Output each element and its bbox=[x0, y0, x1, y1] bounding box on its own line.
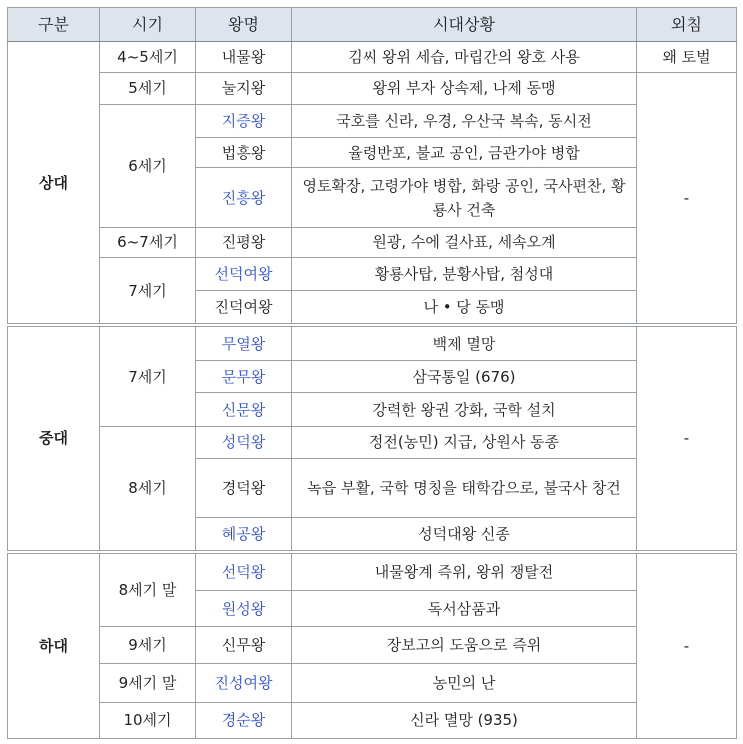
col-header-period: 시기 bbox=[100, 8, 196, 42]
table-row bbox=[8, 626, 737, 663]
king-cell: 진성여왕 bbox=[196, 664, 292, 702]
situation-cell: 영토확장, 고령가야 병합, 화랑 공인, 국사편찬, 황룡사 건축 bbox=[292, 168, 637, 228]
col-header-king: 왕명 bbox=[196, 8, 292, 42]
situation-cell: 농민의 난 bbox=[292, 664, 637, 702]
king-cell: 법흥왕 bbox=[196, 137, 292, 167]
situation-cell: 김씨 왕위 세습, 마립간의 왕호 사용 bbox=[292, 42, 637, 73]
table-row bbox=[8, 104, 737, 137]
table-row bbox=[8, 426, 737, 458]
col-header-invasion: 외침 bbox=[637, 8, 737, 42]
king-cell: 진흥왕 bbox=[196, 168, 292, 228]
invasion-cell: - bbox=[637, 73, 737, 326]
period-cell: 9세기 말 bbox=[100, 664, 196, 702]
king-cell: 신무왕 bbox=[196, 626, 292, 663]
table-row bbox=[8, 552, 737, 591]
king-cell: 성덕왕 bbox=[196, 426, 292, 458]
situation-cell: 황룡사탑, 분황사탑, 첨성대 bbox=[292, 258, 637, 291]
king-cell: 선덕여왕 bbox=[196, 258, 292, 291]
table-row bbox=[8, 258, 737, 291]
period-cell: 8세기 bbox=[100, 426, 196, 551]
period-cell: 10세기 bbox=[100, 702, 196, 738]
situation-cell: 나 • 당 동맹 bbox=[292, 291, 637, 325]
situation-cell: 삼국통일 (676) bbox=[292, 361, 637, 393]
period-cell: 8세기 말 bbox=[100, 552, 196, 627]
period-cell: 9세기 bbox=[100, 626, 196, 663]
period-cell: 6~7세기 bbox=[100, 227, 196, 257]
invasion-cell: - bbox=[637, 325, 737, 551]
situation-cell: 신라 멸망 (935) bbox=[292, 702, 637, 738]
period-cell: 4~5세기 bbox=[100, 42, 196, 73]
period-cell: 7세기 bbox=[100, 325, 196, 426]
situation-cell: 녹읍 부활, 국학 명칭을 태학감으로, 불국사 창건 bbox=[292, 459, 637, 518]
king-cell: 눌지왕 bbox=[196, 73, 292, 104]
period-cell: 5세기 bbox=[100, 73, 196, 104]
king-cell: 경순왕 bbox=[196, 702, 292, 738]
invasion-cell: - bbox=[637, 552, 737, 739]
king-cell: 경덕왕 bbox=[196, 459, 292, 518]
king-cell: 내물왕 bbox=[196, 42, 292, 73]
king-cell: 선덕왕 bbox=[196, 552, 292, 591]
period-cell: 6세기 bbox=[100, 104, 196, 227]
situation-cell: 백제 멸망 bbox=[292, 325, 637, 360]
situation-cell: 왕위 부자 상속제, 나제 동맹 bbox=[292, 73, 637, 104]
silla-history-table bbox=[7, 7, 737, 739]
situation-cell: 정전(농민) 지급, 상원사 동종 bbox=[292, 426, 637, 458]
era-label: 중대 bbox=[8, 325, 100, 551]
king-cell: 문무왕 bbox=[196, 361, 292, 393]
king-cell: 진덕여왕 bbox=[196, 291, 292, 325]
col-header-situation: 시대상황 bbox=[292, 8, 637, 42]
table-row bbox=[8, 73, 737, 104]
situation-cell: 율령반포, 불교 공인, 금관가야 병합 bbox=[292, 137, 637, 167]
king-cell: 무열왕 bbox=[196, 325, 292, 360]
situation-cell: 강력한 왕권 강화, 국학 설치 bbox=[292, 393, 637, 426]
situation-cell: 독서삼품과 bbox=[292, 591, 637, 626]
header-row bbox=[8, 8, 737, 42]
era-label: 하대 bbox=[8, 552, 100, 739]
king-cell: 지증왕 bbox=[196, 104, 292, 137]
situation-cell: 장보고의 도움으로 즉위 bbox=[292, 626, 637, 663]
king-cell: 진평왕 bbox=[196, 227, 292, 257]
situation-cell: 내물왕계 즉위, 왕위 쟁탈전 bbox=[292, 552, 637, 591]
table-row bbox=[8, 227, 737, 257]
col-header-category: 구분 bbox=[8, 8, 100, 42]
table-row bbox=[8, 325, 737, 360]
table-row bbox=[8, 664, 737, 702]
situation-cell: 국호를 신라, 우경, 우산국 복속, 동시전 bbox=[292, 104, 637, 137]
period-cell: 7세기 bbox=[100, 258, 196, 326]
era-label: 상대 bbox=[8, 42, 100, 326]
king-cell: 신문왕 bbox=[196, 393, 292, 426]
situation-cell: 원광, 수에 걸사표, 세속오계 bbox=[292, 227, 637, 257]
king-cell: 원성왕 bbox=[196, 591, 292, 626]
table-row bbox=[8, 42, 737, 73]
situation-cell: 성덕대왕 신종 bbox=[292, 517, 637, 551]
invasion-cell: 왜 토벌 bbox=[637, 42, 737, 73]
table-row bbox=[8, 702, 737, 738]
king-cell: 혜공왕 bbox=[196, 517, 292, 551]
